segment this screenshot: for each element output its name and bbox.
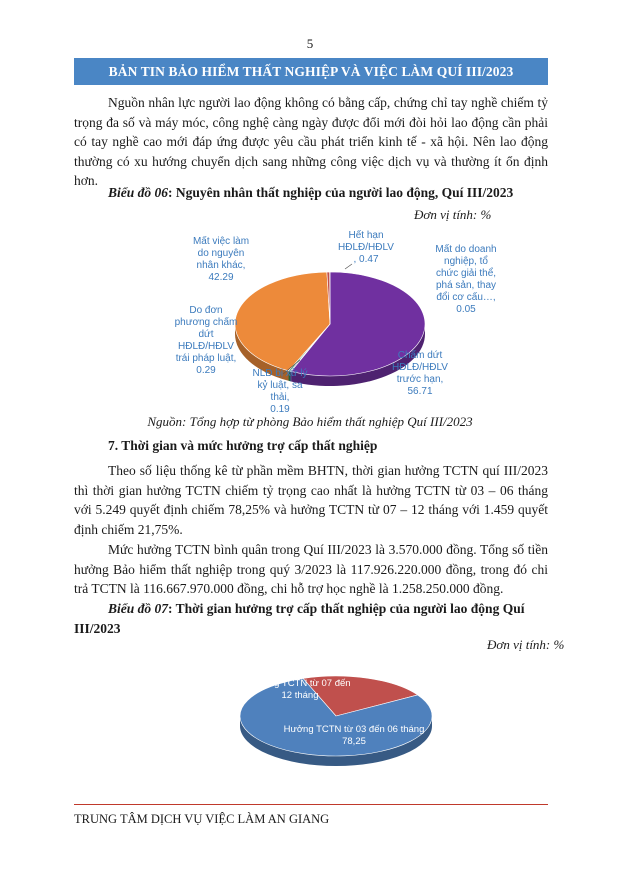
chart7-unit: Đơn vị tính: % bbox=[487, 637, 565, 652]
benefit-duration-pie-chart bbox=[0, 660, 620, 800]
chart7-label-3-6-months: Hưởng TCTN từ 03 đến 06 tháng 78,25 bbox=[283, 724, 425, 747]
chart6-caption-text: : Nguyên nhân thất nghiệp của người lao động, Quí III/2023 bbox=[168, 185, 514, 200]
chart6-caption-number: Biểu đồ 06 bbox=[108, 185, 169, 200]
footer-org-name: TRUNG TÂM DỊCH VỤ VIỆC LÀM AN GIANG bbox=[74, 812, 330, 826]
footer-divider bbox=[74, 804, 548, 805]
chart6-label-disciplinary: NLĐ bị xử lý kỷ luật, sa thải, 0.19 bbox=[252, 368, 308, 414]
chart7-caption bbox=[74, 599, 548, 638]
page-number: 5 bbox=[306, 36, 314, 51]
chart6-label-contract-expired: Hết hạn HĐLĐ/HĐLV , 0.47 bbox=[338, 230, 394, 265]
paragraph-benefit-amount: Mức hưởng TCTN bình quân trong Quí III/2023 là 3.570.000 đồng. Tổng số tiền hưởng Bảo hiểm thất nghiệp trong quý 3/2023 là 117.926.220.000 đồng, trong đó chi trả TCTN là 116.667.970.000 đồng, chi hỗ trợ học nghề là 1.258.250.000 đồng. bbox=[74, 542, 548, 596]
chart6-label-illegal-termination: Do đơn phương chấm dứt HĐLĐ/HĐLV trái pháp luật, 0.29 bbox=[174, 305, 238, 376]
chart6-unit: Đơn vị tính: % bbox=[414, 207, 492, 222]
section-7-heading: 7. Thời gian và mức hưởng trợ cấp thất nghiệp bbox=[108, 438, 378, 453]
chart6-label-early-termination: Chấm dứt HĐLĐ/HĐLV trước hạn, 56.71 bbox=[392, 350, 448, 397]
newsletter-banner: BẢN TIN BẢO HIỂM THẤT NGHIỆP VÀ VIỆC LÀM QUÍ III/2023 bbox=[74, 58, 548, 85]
chart7-label-7-12-months: Hưởng TCTN từ 07 đến 12 tháng bbox=[249, 678, 351, 701]
paragraph-workforce: Nguồn nhân lực người lao động không có bằng cấp, chứng chỉ tay nghề chiếm tỷ trọng đa số và máy móc, công nghệ càng ngày được đổi mới đòi hỏi lao động cần phải có tay nghề cao mới đáp ứng được yêu cầu phát triển kinh tế - xã hội. Nên lao động thường có xu hướng chuyển dịch sang những công việc dịch vụ và thường ít ổn định hơn. bbox=[74, 95, 548, 188]
chart7-caption-text: : Thời gian hưởng trợ cấp thất nghiệp của người lao động Quí III/2023 bbox=[74, 601, 525, 636]
chart6-label-business-closure: Mất do doanh nghiệp, tổ chức giải thể, phá sản, thay đổi cơ cấu…, 0.05 bbox=[435, 244, 497, 315]
chart6-caption bbox=[108, 185, 513, 201]
paragraph-benefit-duration: Theo số liệu thống kê từ phần mềm BHTN, thời gian hưởng TCTN quí III/2023 thì thời gian hưởng TCTN chiếm tỷ trọng cao nhất là hưởng TCTN từ 03 – 06 tháng với 5.249 quyết định chiếm 78,25% và hưởng TCTN từ 07 – 12 tháng với 1.459 quyết định chiếm 21,75%. bbox=[74, 463, 548, 537]
chart7-caption-number: Biểu đồ 07 bbox=[108, 601, 169, 616]
chart6-label-other-reasons: Mất việc làm do nguyên nhân khác, 42.29 bbox=[192, 236, 250, 283]
chart6-leader-expired bbox=[345, 264, 352, 269]
unemployment-causes-pie-chart bbox=[0, 224, 620, 414]
chart6-source: Nguồn: Tổng hợp từ phòng Bảo hiểm thất nghiệp Quí III/2023 bbox=[147, 414, 473, 429]
